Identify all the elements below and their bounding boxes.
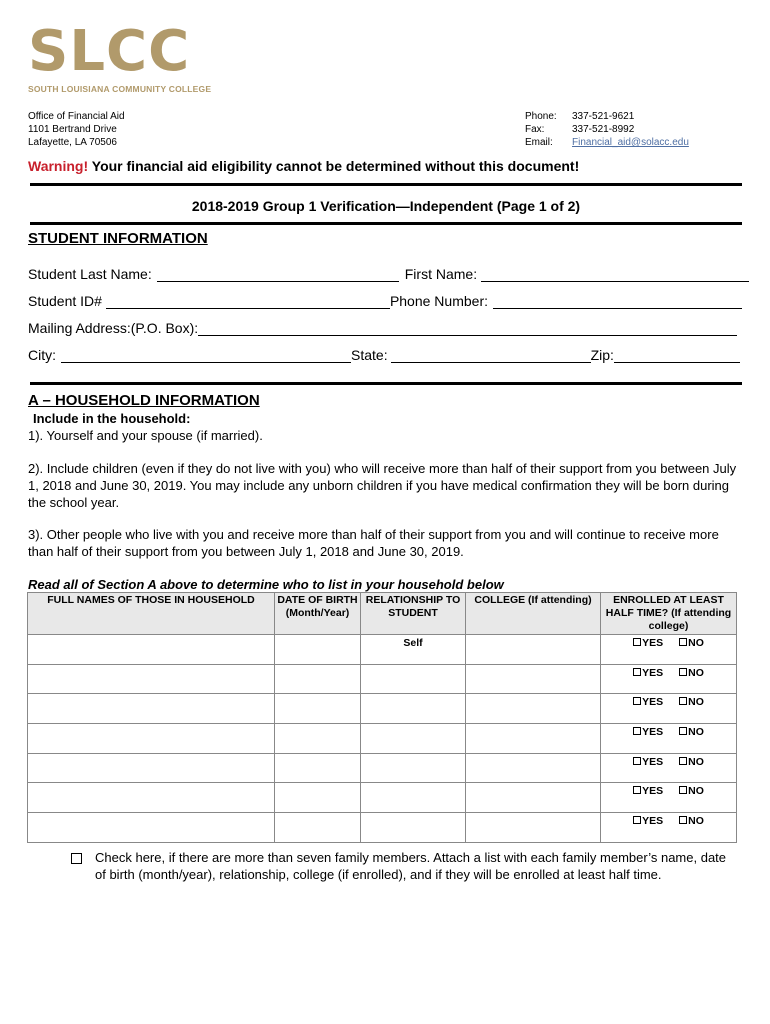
name-cell[interactable] <box>28 813 275 843</box>
no-option[interactable] <box>679 726 704 738</box>
mailing-address-field[interactable] <box>198 322 737 336</box>
name-row <box>28 266 742 282</box>
table-row <box>28 724 737 754</box>
office-address <box>28 110 125 149</box>
checkbox-icon[interactable] <box>633 786 641 794</box>
table-header-row <box>28 593 737 635</box>
name-cell[interactable] <box>28 783 275 813</box>
col-header-relationship: RELATIONSHIP TO STUDENT <box>361 593 466 635</box>
dob-cell[interactable] <box>275 753 361 783</box>
college-cell[interactable] <box>466 694 601 724</box>
divider <box>30 222 742 225</box>
checkbox-icon[interactable] <box>679 697 687 705</box>
college-cell[interactable] <box>466 783 601 813</box>
yes-label: YES <box>642 696 664 709</box>
relationship-cell[interactable] <box>361 783 466 813</box>
yes-option[interactable] <box>633 667 663 679</box>
checkbox-icon[interactable] <box>633 638 641 646</box>
yes-label: YES <box>642 637 664 649</box>
checkbox-icon[interactable] <box>633 816 641 824</box>
name-cell[interactable] <box>28 635 275 665</box>
dob-cell[interactable] <box>275 783 361 813</box>
college-cell[interactable] <box>466 724 601 754</box>
city-field[interactable] <box>61 349 351 363</box>
table-row <box>28 664 737 694</box>
zip-label: Zip: <box>590 347 614 363</box>
no-label: NO <box>688 726 704 739</box>
state-field[interactable] <box>391 349 591 363</box>
office-street: 1101 Bertrand Drive <box>28 124 117 135</box>
page-title: 2018-2019 Group 1 Verification—Independent (Page 1 of 2) <box>191 198 581 214</box>
college-cell[interactable] <box>466 635 601 665</box>
yes-option[interactable] <box>633 756 663 768</box>
fax-label: Fax: <box>525 124 545 135</box>
first-name-label: First Name: <box>404 266 478 282</box>
checkbox-icon[interactable] <box>679 816 687 824</box>
col-header-college: COLLEGE (If attending) <box>466 593 601 635</box>
logo-subtitle: SOUTH LOUISIANA COMMUNITY COLLEGE <box>28 84 212 94</box>
enrolled-cell <box>601 753 737 783</box>
checkbox-icon[interactable] <box>633 727 641 735</box>
student-id-label: Student ID# <box>28 293 102 309</box>
relationship-cell[interactable] <box>361 694 466 724</box>
relationship-cell[interactable] <box>361 813 466 843</box>
enrolled-cell <box>601 664 737 694</box>
no-option[interactable] <box>679 815 704 827</box>
yes-label: YES <box>642 726 664 739</box>
enrolled-cell <box>601 694 737 724</box>
yes-option[interactable] <box>633 696 663 708</box>
college-cell[interactable] <box>466 813 601 843</box>
table-row <box>28 694 737 724</box>
email-label: Email: <box>525 137 553 148</box>
college-cell[interactable] <box>466 753 601 783</box>
col-header-enrolled: ENROLLED AT LEAST HALF TIME? (If attending college) <box>601 593 737 635</box>
yes-option[interactable] <box>633 726 663 738</box>
no-option[interactable] <box>679 756 704 768</box>
yes-label: YES <box>642 785 664 798</box>
table-row <box>28 635 737 665</box>
zip-field[interactable] <box>614 349 740 363</box>
enrolled-cell <box>601 813 737 843</box>
no-option[interactable] <box>679 696 704 708</box>
no-label: NO <box>688 755 704 768</box>
household-item-3: 3). Other people who live with you and receive more than half of their support from you and will continue to receive more than half of their support from you between July 1, 2018 and June 30, 2019. <box>28 527 719 559</box>
more-members-text: Check here, if there are more than seven family members. Attach a list with each family member’s name, date of birth (month/year), relationship, college (if enrolled), and if they will be enrolled at least half time. <box>95 850 727 882</box>
checkbox-icon[interactable] <box>633 757 641 765</box>
phone-number-field[interactable] <box>493 295 742 309</box>
office-contact <box>525 110 689 149</box>
college-logo <box>28 19 212 94</box>
table-row <box>28 753 737 783</box>
relationship-cell[interactable] <box>361 664 466 694</box>
city-label: City: <box>28 347 56 363</box>
phone-number-label: Phone Number: <box>389 293 488 309</box>
col-header-dob: DATE OF BIRTH (Month/Year) <box>275 593 361 635</box>
no-option[interactable] <box>679 667 704 679</box>
relationship-cell[interactable] <box>361 753 466 783</box>
name-cell[interactable] <box>28 753 275 783</box>
phone-label: Phone: <box>525 111 557 122</box>
no-label: NO <box>688 785 704 798</box>
logo-mark: SLCC <box>28 19 191 84</box>
student-id-field[interactable] <box>106 295 390 309</box>
office-phone: 337-521-9621 <box>572 111 635 122</box>
relationship-cell: Self <box>361 635 466 665</box>
yes-option[interactable] <box>633 815 663 827</box>
household-item-1: 1). Yourself and your spouse (if married). <box>28 428 263 443</box>
warning-text: Your financial aid eligibility cannot be determined without this document! <box>91 158 580 174</box>
enrolled-cell <box>601 783 737 813</box>
email-link[interactable]: Financial_aid@solacc.edu <box>572 137 689 148</box>
mailing-row <box>28 320 742 336</box>
include-heading: Include in the household: <box>33 411 191 426</box>
table-row <box>28 783 737 813</box>
dob-cell[interactable] <box>275 635 361 665</box>
dob-cell[interactable] <box>275 664 361 694</box>
household-section-title: A – HOUSEHOLD INFORMATION <box>28 392 260 409</box>
city-row <box>28 347 742 363</box>
table-row <box>28 813 737 843</box>
checkbox-icon[interactable] <box>633 697 641 705</box>
no-label: NO <box>688 696 704 709</box>
last-name-label: Student Last Name: <box>28 266 152 282</box>
household-table <box>27 592 737 843</box>
dob-cell[interactable] <box>275 813 361 843</box>
checkbox-icon[interactable] <box>633 668 641 676</box>
relationship-cell[interactable] <box>361 724 466 754</box>
name-cell[interactable] <box>28 694 275 724</box>
no-option[interactable] <box>679 785 704 797</box>
no-label: NO <box>688 815 704 828</box>
checkbox-icon[interactable] <box>679 668 687 676</box>
yes-option[interactable] <box>633 785 663 797</box>
first-name-field[interactable] <box>481 268 749 282</box>
no-option[interactable] <box>679 637 704 649</box>
no-label: NO <box>688 666 704 679</box>
yes-label: YES <box>642 755 664 768</box>
dob-cell[interactable] <box>275 724 361 754</box>
household-item-2: 2). Include children (even if they do not live with you) who will receive more than half of their support from you between July 1, 2018 and June 30, 2019. You may include any unborn children if you have medical confirmation they will be born during the school year. <box>28 461 737 510</box>
checkbox-icon[interactable] <box>679 786 687 794</box>
name-cell[interactable] <box>28 664 275 694</box>
office-city: Lafayette, LA 70506 <box>28 137 117 148</box>
mailing-address-label: Mailing Address:(P.O. Box): <box>28 320 199 336</box>
college-cell[interactable] <box>466 664 601 694</box>
checkbox-icon[interactable] <box>679 757 687 765</box>
office-name: Office of Financial Aid <box>28 111 125 122</box>
checkbox-icon[interactable] <box>71 853 82 864</box>
divider <box>30 382 742 385</box>
yes-label: YES <box>642 815 664 828</box>
office-fax: 337-521-8992 <box>572 124 635 135</box>
warning-prefix: Warning! <box>28 158 89 174</box>
student-section-title: STUDENT INFORMATION <box>28 230 208 247</box>
col-header-names: FULL NAMES OF THOSE IN HOUSEHOLD <box>28 593 275 635</box>
read-note: Read all of Section A above to determine who to list in your household below <box>28 577 504 592</box>
enrolled-cell <box>601 635 737 665</box>
state-label: State: <box>351 347 388 363</box>
more-members-checkbox[interactable] <box>71 851 82 869</box>
checkbox-icon[interactable] <box>679 727 687 735</box>
warning-banner <box>28 158 579 174</box>
checkbox-icon[interactable] <box>679 638 687 646</box>
dob-cell[interactable] <box>275 694 361 724</box>
name-cell[interactable] <box>28 724 275 754</box>
no-label: NO <box>688 637 704 649</box>
yes-label: YES <box>642 666 664 679</box>
divider <box>30 183 742 186</box>
last-name-field[interactable] <box>157 268 399 282</box>
enrolled-cell <box>601 724 737 754</box>
yes-option[interactable] <box>633 637 663 649</box>
id-row <box>28 293 742 309</box>
